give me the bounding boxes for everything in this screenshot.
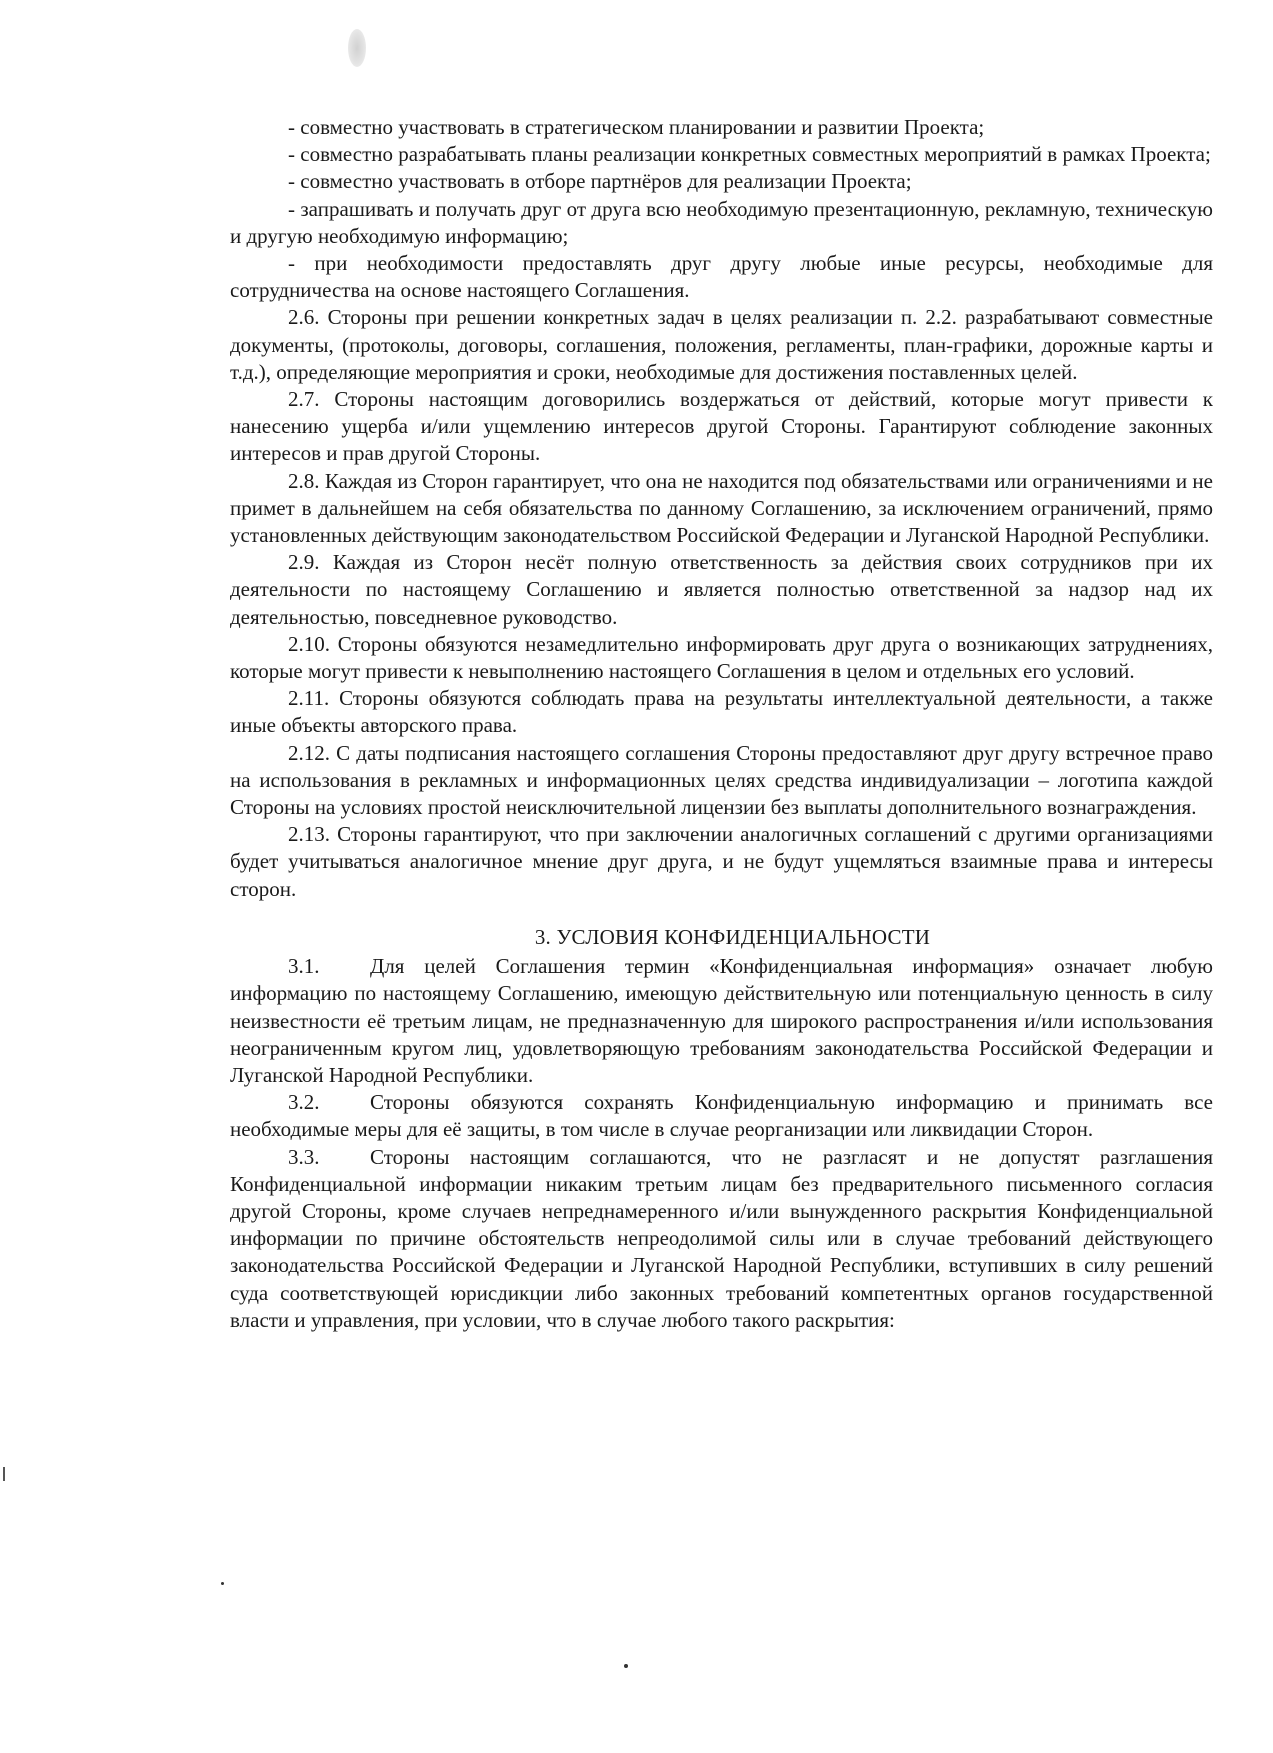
clause-2-7: 2.7. Стороны настоящим договорились воздержаться от действий, которые могут привести к нанесению ущерба и/или ущемлению интересов другой Стороны. Гарантируют соблюдение законных интересов и прав другой Стороны. xyxy=(230,387,1213,466)
clause-number: 3.3. xyxy=(288,1144,320,1169)
clause-2-11: 2.11. Стороны обязуются соблюдать права на результаты интеллектуальной деятельности, а также иные объекты авторского права. xyxy=(230,686,1213,738)
clause-3-3 xyxy=(230,1144,1213,1334)
document-page xyxy=(230,114,1213,1334)
paragraph: - запрашивать и получать друг от друга всю необходимую презентационную, рекламную, техническую и другую необходимую информацию; xyxy=(230,196,1213,248)
scan-edge-mark xyxy=(3,1467,5,1481)
scan-speck xyxy=(221,1582,224,1585)
clause-number: 3.1. xyxy=(288,954,320,979)
clause-2-8: 2.8. Каждая из Сторон гарантирует, что она не находится под обязательствами или ограничениями и не примет в дальнейшем на себя обязательства по данному Соглашению, за исключением ограничений, прямо установленных действующим законодательством Российской Федерации и Луганской Народной Республики. xyxy=(230,468,1213,548)
paragraph: - совместно участвовать в отборе партнёров для реализации Проекта; xyxy=(288,169,912,194)
scan-speck xyxy=(624,1664,628,1668)
clause-3-2 xyxy=(230,1089,1213,1143)
clause-3-1 xyxy=(230,953,1213,1089)
clause-text: Стороны обязуются сохранять Конфиденциальную информацию и принимать все необходимые меры для её защиты, в том числе в случае реорганизации или ликвидации Сторон. xyxy=(230,1090,1213,1142)
clause-number: 3.2. xyxy=(288,1090,320,1115)
clause-2-12: 2.12. С даты подписания настоящего соглашения Стороны предоставляют друг другу встречное право на использования в рекламных и информационных целях средства индивидуализации – логотипа каждой Стороны на условиях простой неисключительной лицензии без выплаты дополнительного вознаграждения. xyxy=(230,740,1213,820)
section-heading: 3. УСЛОВИЯ КОНФИДЕНЦИАЛЬНОСТИ xyxy=(534,924,931,949)
clause-2-13: 2.13. Стороны гарантируют, что при заключении аналогичных соглашений с другими организациями будет учитываться аналогичное мнение друг друга, и не будут ущемляться взаимные права и интересы сторон. xyxy=(230,822,1213,901)
paragraph: - совместно разрабатывать планы реализации конкретных совместных мероприятий в рамках Проекта; xyxy=(288,142,1211,167)
paragraph: - совместно участвовать в стратегическом планировании и развитии Проекта; xyxy=(288,115,985,139)
clause-2-9: 2.9. Каждая из Сторон несёт полную ответственность за действия своих сотрудников при их деятельности по настоящему Соглашению и является полностью ответственной за надзор над их деятельностью, повседневное руководство. xyxy=(230,550,1213,629)
clause-2-6: 2.6. Стороны при решении конкретных задач в целях реализации п. 2.2. разрабатывают совместные документы, (протоколы, договоры, соглашения, положения, регламенты, план-графики, дорожные карты и т.д.), определяющие мероприятия и сроки, необходимые для достижения поставленных целей. xyxy=(230,305,1213,384)
clause-text: Стороны настоящим соглашаются, что не разгласят и не допустят разглашения Конфиденциальной информации никаким третьим лицам без предварительного письменного согласия другой Стороны, кроме случаев непреднамеренного и/или вынужденного раскрытия Конфиденциальной информации по причине обстоятельств непреодолимой силы или в случае требований действующего законодательства Российской Федерации и Луганской Народной Республики, вступивших в силу решений суда соответствующей юрисдикции либо законных требований компетентных органов государственной власти и управления, при условии, что в случае любого такого раскрытия: xyxy=(230,1144,1213,1332)
paragraph: - при необходимости предоставлять друг другу любые иные ресурсы, необходимые для сотрудничества на основе настоящего Соглашения. xyxy=(230,251,1213,303)
scan-smudge xyxy=(348,29,366,67)
clause-2-10: 2.10. Стороны обязуются незамедлительно информировать друг друга о возникающих затруднениях, которые могут привести к невыполнению настоящего Соглашения в целом и отдельных его условий. xyxy=(230,631,1213,684)
clause-text: Для целей Соглашения термин «Конфиденциальная информация» означает любую информацию по настоящему Соглашению, имеющую действительную или потенциальную ценность в силу неизвестности её третьим лицам, не предназначенную для широкого распространения и/или использования неограниченным кругом лиц, удовлетворяющую требованиям законодательства Российской Федерации и Луганской Народной Республики. xyxy=(230,954,1213,1087)
